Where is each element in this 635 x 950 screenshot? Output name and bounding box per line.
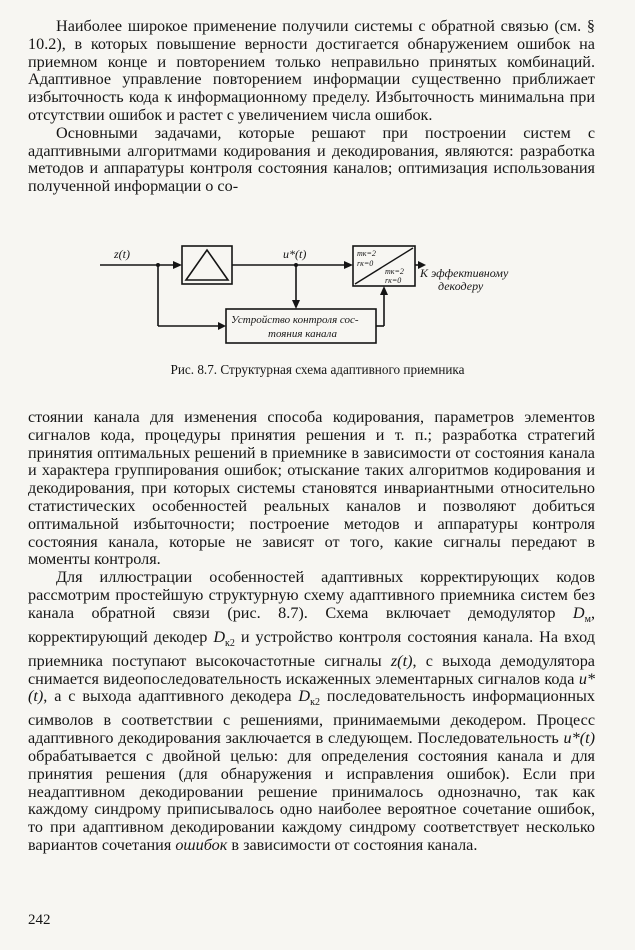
paragraph-3: стоянии канала для изменения способа кодирования, параметров элементов сигналов кода, процедуры принятия решения и т. п.; разработка стратегий принятия оптимальных решений в приемнике в зависимости от состояния канала и характера группирования ошибок; отыскание таких алгоритмов кодирования и декодирования, при которых системы становятся инвариантными относительно статистических особенностей реальных каналов и позволяют добиться оптимальной избыточности; построение методов и аппаратуры контроля состояния канала, которые не зависят от того, какие сигналы передают в моменты контроля. [28,408,595,569]
paragraph-2: Основными задачами, которые решают при построении систем с адаптивными алгоритмами кодирования и декодирования, являются: разработка методов и аппаратуры контроля состояния каналов; оптимизация использования полученной информации о со- [28,123,595,196]
output-label: u*(t) [283,247,307,261]
paragraph-1: Наиболее широкое применение получили системы с обратной связью (см. § 10.2), в которых повышение верности достигается обнаружением ошибок на приемном конце и повторением только неправильно принятых комбинаций. Адаптивное управление повторением информации существенно приближает избыточность кода к информационному пределу. Избыточность минимальна при отсутствии ошибок и растет с увеличением числа ошибок. [28,17,595,124]
input-label: z(t) [114,247,130,261]
decoder-label-top: mк=2 [357,249,376,258]
figure-caption: Рис. 8.7. Структурная схема адаптивного приемника [170,362,465,377]
demodulator-block [182,246,232,284]
monitor-label-line2: тояния канала [268,328,337,340]
monitor-label-line1: Устройство контроля сос- [231,314,359,326]
output-destination-line1: К эффективному [420,266,509,280]
bottom-text-block [28,409,595,855]
top-text-block [28,18,595,196]
block-diagram [100,238,540,348]
page-number: 242 [28,912,51,928]
decoder-label-bottom: mк=2 [385,267,404,276]
decoder-label-bottom2: rк=0 [385,276,402,285]
paragraph-4: Для иллюстрации особенностей адаптивных корректирующих кодов рассмотрим простейшую структурную схему адаптивного приемника систем без канала обратной связи (рис. 8.7). Схема включает демодулятор $D_м$, корректирующий декодер $D_{к2}$ и устройство контроля состояния канала. На вход приемника поступают высокочастотные сигналы z(t), с выхода демодулятора снимается видеопоследовательность искаженных элементарных сигналов кода u*(t), а с выхода адаптивного декодера $D_{к2}$ последовательность информационных символов в соответствии с решениями, принимаемыми декодером. Процесс адаптивного декодирования заключается в следующем. Последовательность u*(t) обрабатывается с двойной целью: для определения состояния канала и для принятия решения (для обнаружения и исправления ошибок). Если при неадаптивном декодировании решение принималось однозначно, так как каждому синдрому приписывалось одно наиболее вероятное сочетание ошибок, то при адаптивном декодировании каждому синдрому соответствует несколько вариантов сочетания ошибок в зависимости от состояния канала. [28,568,595,855]
decoder-label-top2: rк=0 [357,259,374,268]
output-destination-line2: декодеру [438,279,484,293]
